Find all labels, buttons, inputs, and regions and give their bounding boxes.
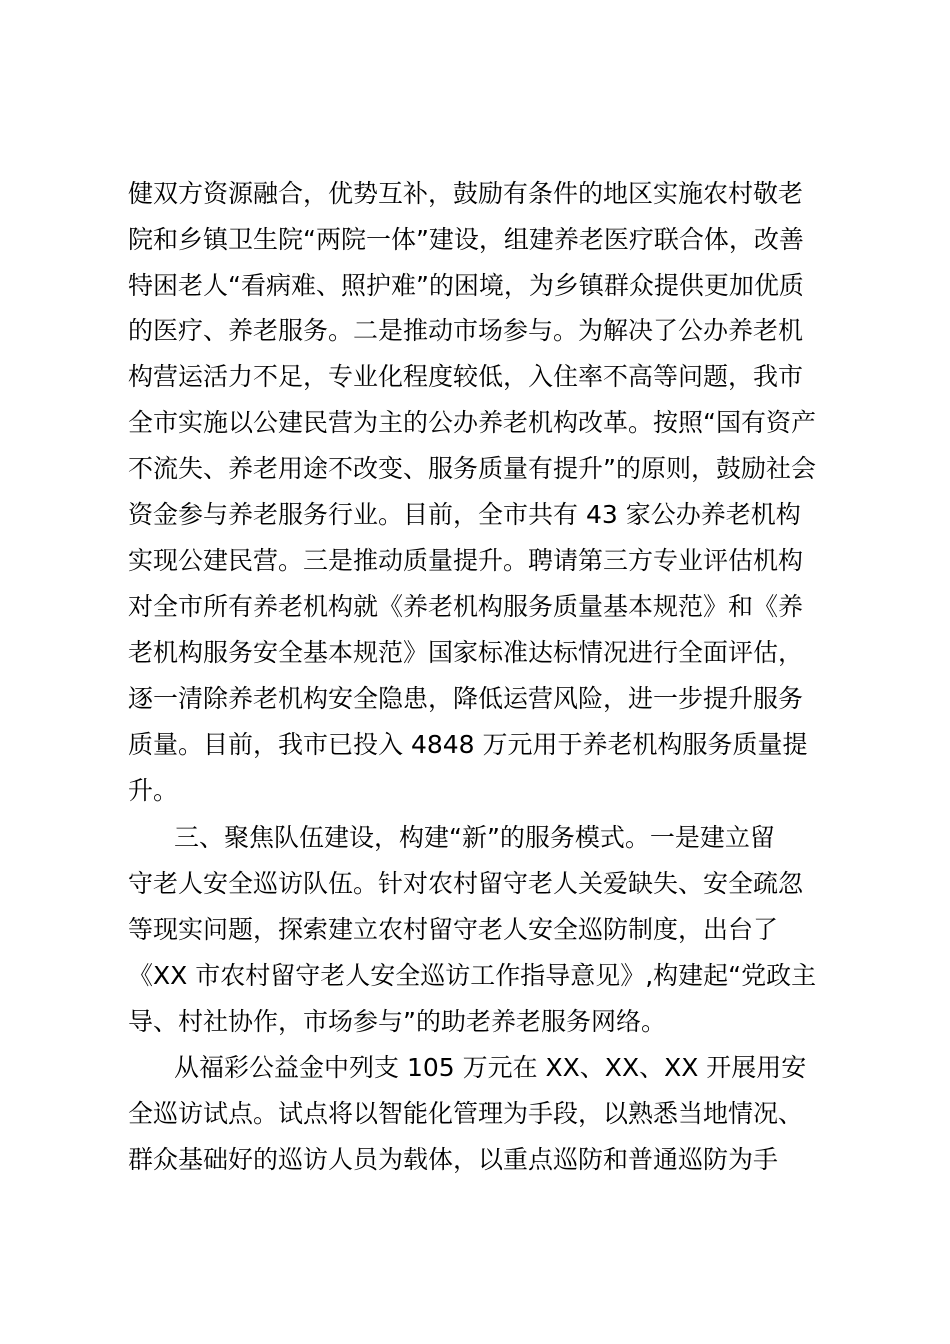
text-line: 升。 xyxy=(128,776,179,805)
section-heading-line: 三、聚焦队伍建设，构建“新”的服务模式。一是建立留 xyxy=(174,823,775,852)
text-line: 不流失、养老用途不改变、服务质量有提升”的原则，鼓励社会 xyxy=(128,454,816,483)
text-line: 院和乡镇卫生院“两院一体”建设，组建养老医疗联合体，改善 xyxy=(128,225,804,254)
text-line: 对全市所有养老机构就《养老机构服务质量基本规范》和《养 xyxy=(128,592,804,621)
text-line: 群众基础好的巡访人员为载体，以重点巡防和普通巡防为手 xyxy=(128,1145,779,1174)
paragraph-start-line: 从福彩公益金中列支 105 万元在 XX、XX、XX 开展用安 xyxy=(174,1053,807,1082)
text-line: 《XX 市农村留守老人安全巡访工作指导意见》,构建起“党政主 xyxy=(128,961,817,990)
text-line: 等现实问题，探索建立农村留守老人安全巡防制度，出台了 xyxy=(128,915,779,944)
text-line: 构营运活力不足，专业化程度较低，入住率不高等问题，我市 xyxy=(128,362,804,391)
text-line: 质量。目前，我市已投入 4848 万元用于养老机构服务质量提 xyxy=(128,730,808,759)
text-line: 资金参与养老服务行业。目前，全市共有 43 家公办养老机构 xyxy=(128,500,801,529)
text-line: 逐一清除养老机构安全隐患，降低运营风险，进一步提升服务 xyxy=(128,684,804,713)
text-line: 的医疗、养老服务。二是推动市场参与。为解决了公办养老机 xyxy=(128,316,804,345)
text-line: 导、村社协作，市场参与”的助老养老服务网络。 xyxy=(128,1007,666,1036)
text-line: 健双方资源融合，优势互补，鼓励有条件的地区实施农村敬老 xyxy=(128,179,804,208)
text-line: 实现公建民营。三是推动质量提升。聘请第三方专业评估机构 xyxy=(128,546,804,575)
text-line: 全巡访试点。试点将以智能化管理为手段，以熟悉当地情况、 xyxy=(128,1099,804,1128)
text-line: 守老人安全巡访队伍。针对农村留守老人关爱缺失、安全疏忽 xyxy=(128,869,804,898)
text-line: 全市实施以公建民营为主的公办养老机构改革。按照“国有资产 xyxy=(128,408,816,437)
text-line: 特困老人“看病难、照护难”的困境，为乡镇群众提供更加优质 xyxy=(128,271,804,300)
text-line: 老机构服务安全基本规范》国家标准达标情况进行全面评估， xyxy=(128,638,804,667)
